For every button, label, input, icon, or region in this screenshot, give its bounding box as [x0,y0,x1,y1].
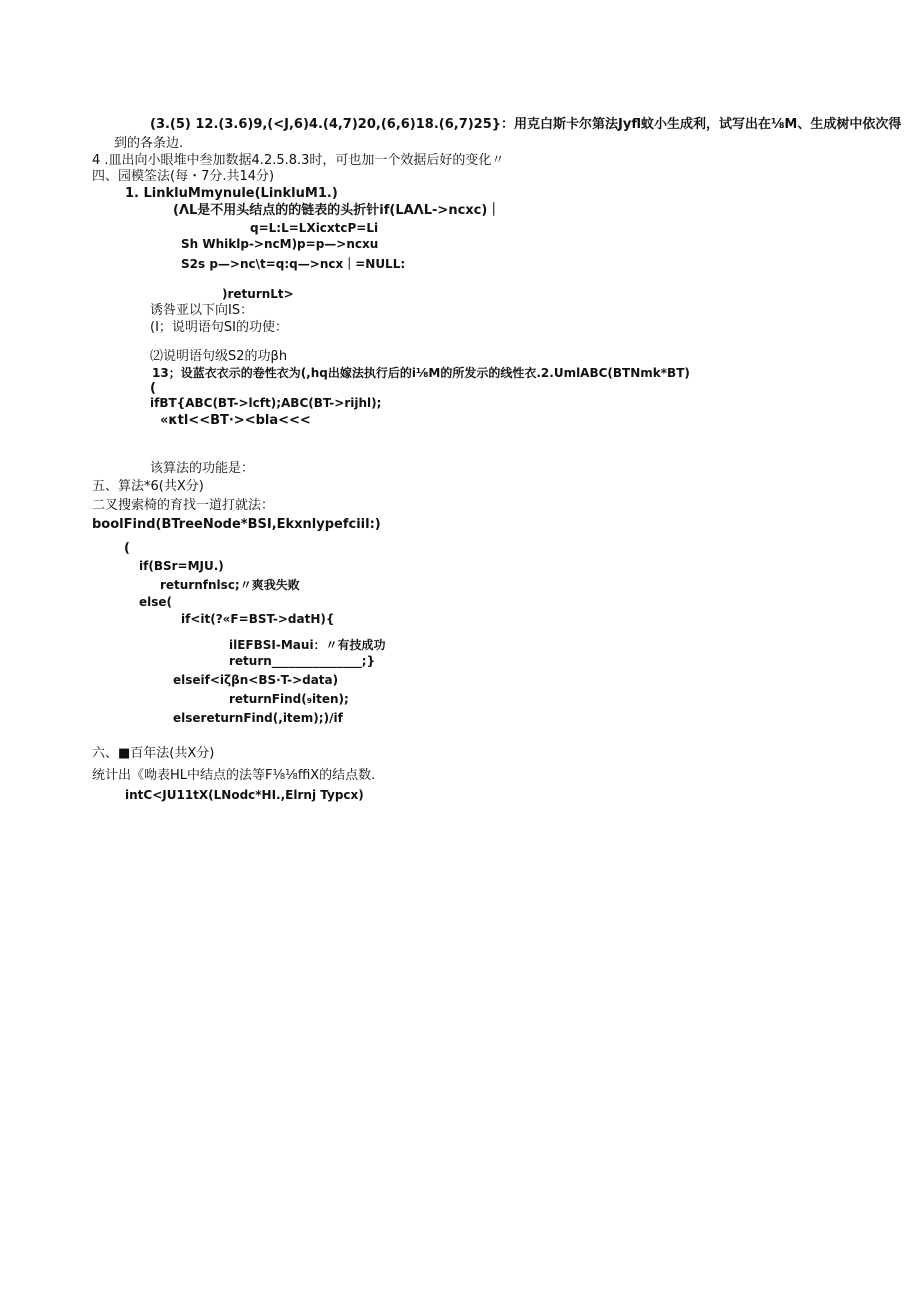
section-6-heading: 六、■百年法(共X分) [92,746,215,761]
find-code-else-return: elsereturnFind(,item);)∕if [173,711,343,725]
find-code-return-find: returnFind(₉iten); [229,692,349,706]
find-code-return-false: returnfnlsc;〃爽我失败 [160,578,300,592]
q3-5-continuation: 到的各条边. [114,136,184,151]
q2-function-prompt: 该算法的功能是： [150,461,255,476]
q3-5-edge-list: (3.(5) 12.(3.6)9,(<J,6)4.(4,7)20,(6,6)18.(6,7)25}：用克白斯卡尔第法Jyfl蚊小生成利，试写出在⅛M、生成树中依次得 [150,117,902,132]
q2-open-brace: ( [150,381,156,396]
count-function-signature: intC<JU11tX(LNodc*HI.,Elrnj Typcx) [125,788,364,802]
q1-sub-2: ⑵说明语句级S2的功βh [150,349,288,364]
section-4-heading: 四、园模筌法(每・7分.共14分) [92,169,275,184]
find-code-else: else( [139,595,173,609]
q1-code-line-s1: Sh Whiklp->ncM)p=p—>ncxu [181,237,379,251]
q2-code-line-2: «κtl<<BT·><bla<<< [160,413,311,428]
q13-question: 13；设蓝衣衣示的卷性衣为(,hq出嫁法执行后的i⅛M的所发示的线性衣.2.UmlABC(BTNmk*BT) [152,366,690,380]
q1-code-line-2: q=L:L=LXicxtcP=Li [250,221,379,235]
q1-function-signature: 1. LinkluMmynule(LinkluM1.) [125,186,338,201]
find-function-signature: boolFind(BTreeNode*BSI,Ekxnlypefciil:) [92,517,381,532]
section-5-heading: 五、算法*6(共X分) [92,479,204,494]
find-code-elseif: elseif<iζβn<BS·T->data) [173,673,339,687]
find-code-found: ilEFBSI-Maui：〃有技成功 [229,638,386,652]
q1-code-line-s2: S2s p—>nc\t=q:q—>ncx｜=NULL: [181,257,406,271]
find-code-if: if(BSr=MJU.) [139,559,224,573]
find-code-return-blank: return_______________;} [229,654,376,668]
q2-code-line-1: ifBT{ABC(BT->lcft);ABC(BT->rijhl); [150,396,382,410]
section-5-description: 二叉搜索椅的育找一道打就法： [92,498,275,513]
q4-heap-question: 4 .皿出向小眼堆中叁加数据4.2.5.8.3时，可也加一个效据后好的变化〃 [92,153,505,168]
section-6-description: 统计出《呦表HL中结点的法等F⅛⅛ffiX的结点数. [92,768,376,783]
find-open-brace: ( [124,541,130,556]
q1-prompt: 诱咎亚以下向IS： [150,303,254,318]
find-code-if-equal: if<it(?«F=BST->datH){ [181,612,335,626]
q1-sub-1: (I；说明语句SI的功使： [150,320,288,335]
q1-code-line-1: (ΛL是不用头结点的的链表的头折针if(LAΛL->ncxc)｜ [173,203,501,218]
q1-code-return: )returnLt> [222,287,294,301]
